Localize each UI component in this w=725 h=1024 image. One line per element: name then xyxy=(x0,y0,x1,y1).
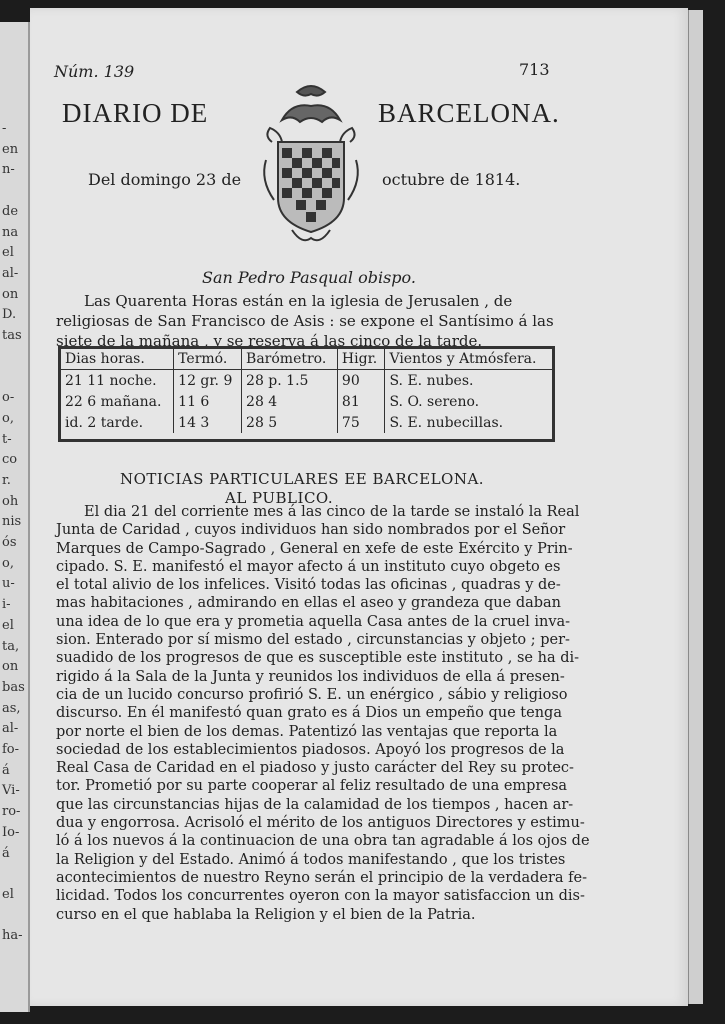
article-line: por norte el bien de los demas. Patentizó las ventajas que reporta la xyxy=(56,723,558,740)
weather-cell: 12 gr. 9 xyxy=(174,370,242,392)
facing-page-fragment: n- xyxy=(2,162,15,178)
article-line: Real Casa de Caridad en el piadoso y justo carácter del Rey su protec- xyxy=(56,760,574,777)
facing-page-fragment: oh xyxy=(2,493,19,509)
facing-page-fragment: on xyxy=(2,659,19,675)
weather-cell: 11 6 xyxy=(174,391,242,412)
article-line: cipado. S. E. manifestó el mayor afecto á un instituto cuyo obgeto es xyxy=(56,558,561,575)
facing-page-fragment: o, xyxy=(2,555,14,571)
article-line: tor. Prometió por su parte cooperar al feliz resultado de una empresa xyxy=(56,778,568,795)
facing-page-fragment: co xyxy=(2,452,18,468)
weather-cell: S. E. nubecillas. xyxy=(389,414,504,431)
article-body xyxy=(56,503,590,924)
weather-cell: 14 3 xyxy=(174,412,242,433)
weather-cell: id. 2 tarde. xyxy=(61,412,174,433)
table-row xyxy=(61,370,552,392)
article-line: curso en el que hablaba la Religion y el bien de la Patria. xyxy=(56,906,476,923)
facing-page-edge xyxy=(0,22,30,1012)
weather-cell: S. E. nubes. xyxy=(389,372,474,389)
table-row xyxy=(61,391,552,412)
facing-page-fragment: D. xyxy=(2,307,17,323)
article-line: que las circunstancias hijas de la calamidad de los tiempos , hacen ar- xyxy=(56,796,574,813)
facing-page-fragment: u- xyxy=(2,576,15,592)
weather-header: Vientos y Atmósfera. xyxy=(385,349,552,370)
issue-number: Núm. 139 xyxy=(54,62,135,81)
weather-cell: 90 xyxy=(337,370,385,392)
notice-line: siete de la mañana , y se reserva á las cinco de la tarde. xyxy=(56,332,483,350)
masthead-title-right: BARCELONA. xyxy=(378,98,560,128)
page-number: 713 xyxy=(519,60,550,79)
weather-cell: 28 5 xyxy=(242,412,338,433)
facing-page-fragment: i- xyxy=(2,597,11,613)
article-line: sion. Enterado por sí mismo del estado , circunstancias y objeto ; per- xyxy=(56,632,570,649)
weather-cell: 28 4 xyxy=(242,391,338,412)
weather-header: Dias horas. xyxy=(61,349,174,370)
facing-page-fragment: nis xyxy=(2,514,22,530)
article-line: ló á los nuevos á la continuacion de una obra tan agradable á los ojos de xyxy=(56,833,590,850)
facing-page-fragment: ro- xyxy=(2,804,21,820)
article-line: sociedad de los establecimientos piadosos. Apoyó los progresos de la xyxy=(56,741,565,758)
facing-page-fragment: al- xyxy=(2,721,19,737)
notice-line: Las Quarenta Horas están en la iglesia de Jerusalen , de xyxy=(84,292,513,310)
weather-cell: 21 11 noche. xyxy=(61,370,174,392)
facing-page-fragment: r. xyxy=(2,472,11,488)
article-line: rigido á la Sala de la Junta y reunidos los individuos de ella á presen- xyxy=(56,668,565,685)
coat-of-arms-icon xyxy=(252,80,370,250)
facing-page-fragment: bas xyxy=(2,679,25,695)
page-edge xyxy=(688,10,703,1004)
facing-page-fragment: de xyxy=(2,203,19,219)
facing-page-fragment: t- xyxy=(2,431,12,447)
notice-line: religiosas de San Francisco de Asis : se expone el Santísimo á las xyxy=(56,312,554,330)
saint-of-day: San Pedro Pasqual obispo. xyxy=(202,268,416,287)
article-line: la Religion y del Estado. Animó á todos manifestando , que los tristes xyxy=(56,851,566,868)
facing-page-fragment: on xyxy=(2,286,19,302)
weather-cell: 75 xyxy=(337,412,385,433)
article-line: El dia 21 del corriente mes á las cinco de la tarde se instaló la Real xyxy=(84,504,580,520)
section-title: NOTICIAS PARTICULARES EE BARCELONA. xyxy=(120,470,485,488)
facing-page-fragment: en xyxy=(2,141,19,157)
weather-header: Barómetro. xyxy=(242,349,338,370)
facing-page-fragment: tas xyxy=(2,328,22,343)
facing-page-fragment: á xyxy=(2,762,10,778)
article-line: suadido de los progresos de que es susceptible este instituto , se ha di- xyxy=(56,650,580,667)
article-line: licidad. Todos los concurrentes oyeron con la mayor satisfaccion un dis- xyxy=(56,888,585,905)
facing-page-fragment: el xyxy=(2,617,14,633)
facing-page-fragment: el xyxy=(2,245,14,261)
article-line: el total alivio de los infelices. Visitó todas las oficinas , quadras y de- xyxy=(56,577,561,594)
weather-cell: 81 xyxy=(337,391,385,412)
facing-page-fragment: - xyxy=(2,121,7,136)
facing-page-fragment: al- xyxy=(2,265,19,281)
facing-page-fragment: Vi- xyxy=(2,783,20,799)
article-line: mas habitaciones , admirando en ellas el aseo y grandeza que daban xyxy=(56,595,562,612)
article-line: dua y engorrosa. Acrisoló el mérito de los antiguos Directores y estimu- xyxy=(56,815,585,832)
facing-page-fragment: ha- xyxy=(2,928,23,944)
table-row xyxy=(61,412,552,433)
facing-page-fragment: ta, xyxy=(2,638,20,654)
facing-page-fragment: á xyxy=(2,845,10,861)
weather-cell: 28 p. 1.5 xyxy=(242,370,338,392)
article-line: acontecimientos de nuestro Reyno serán el principio de la verdadera fe- xyxy=(56,869,588,886)
facing-page-fragment: el xyxy=(2,886,14,902)
date-left: Del domingo 23 de xyxy=(88,170,242,189)
date-right: octubre de 1814. xyxy=(382,170,521,189)
facing-page-fragment: fo- xyxy=(2,742,20,757)
weather-cell: 22 6 mañana. xyxy=(61,391,174,412)
facing-page-fragment: na xyxy=(2,224,19,240)
article-line: cia de un lucido concurso profirió S. E. un enérgico , sábio y religioso xyxy=(56,686,568,703)
facing-page-fragment: as, xyxy=(2,700,21,716)
article-line: Marques de Campo-Sagrado , General en xefe de este Exército y Prin- xyxy=(56,540,573,557)
article-line: una idea de lo que era y prometia aquella Casa antes de la cruel inva- xyxy=(56,613,571,630)
facing-page-fragment: o, xyxy=(2,410,14,426)
masthead-title-left: DIARIO DE xyxy=(62,98,209,128)
weather-header: Higr. xyxy=(337,349,385,370)
weather-header-row xyxy=(61,349,552,370)
weather-cell: S. O. sereno. xyxy=(389,393,480,410)
weather-header: Termó. xyxy=(174,349,242,370)
facing-page-fragment: Io- xyxy=(2,824,20,840)
weather-table xyxy=(58,346,555,442)
forty-hours-notice xyxy=(56,291,561,351)
article-line: Junta de Caridad , cuyos individuos han sido nombrados por el Señor xyxy=(56,522,566,539)
article-line: discurso. En él manifestó quan grato es á Dios un empeño que tenga xyxy=(56,705,562,722)
facing-page-fragment: o- xyxy=(2,390,15,406)
facing-page-fragment: ós xyxy=(2,535,17,550)
section-subtitle: AL PUBLICO. xyxy=(225,489,334,507)
newspaper-page xyxy=(30,8,688,1006)
